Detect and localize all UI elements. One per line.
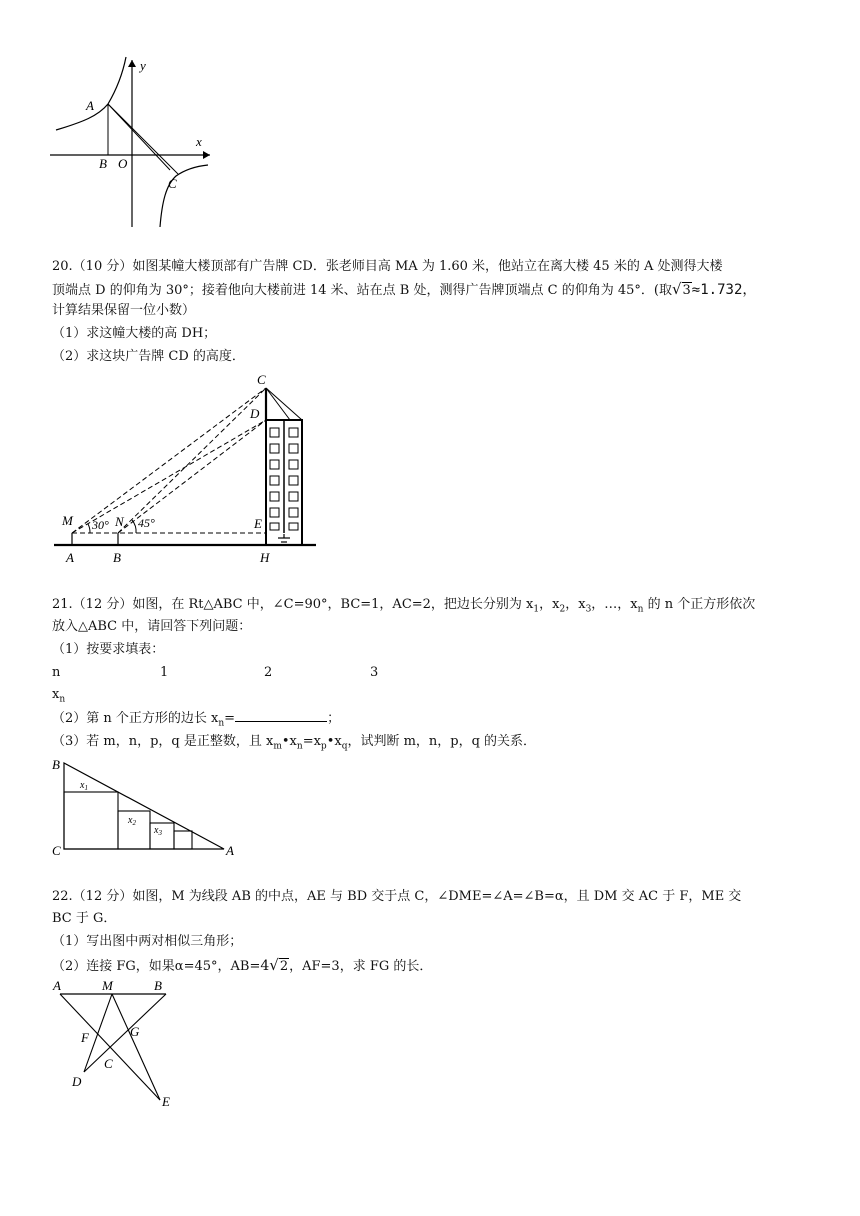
- sub: 2: [132, 819, 136, 827]
- label-A: A: [53, 978, 61, 993]
- q21-sub2-end: ；: [327, 711, 341, 726]
- label-D: D: [250, 406, 260, 421]
- label-C: C: [257, 372, 266, 387]
- star-figure: [48, 978, 188, 1108]
- angle-45: 45°: [138, 516, 155, 530]
- q22-sub2-text: （2）连接 FG，如果α=45°，AB=: [52, 959, 261, 974]
- triangle-squares-figure: [48, 755, 248, 860]
- q21-sub2-text: （2）第 n 个正方形的边长 x: [52, 711, 219, 726]
- label-x2: [127, 815, 136, 827]
- row-x-label: x: [52, 687, 60, 702]
- sqrt-icon: √: [671, 280, 682, 298]
- q20-line2: [52, 280, 756, 300]
- q20-sub2: （2）求这块广告牌 CD 的高度．: [52, 349, 245, 364]
- label-C: C: [168, 176, 177, 191]
- sub: 3: [585, 604, 592, 615]
- x: x: [154, 825, 159, 836]
- x: x: [80, 780, 85, 791]
- q22-line2: BC 于 G．: [52, 911, 117, 926]
- label-E: E: [254, 516, 262, 531]
- answer-blank[interactable]: [235, 711, 327, 722]
- label-C: C: [104, 1056, 113, 1071]
- label-B: B: [113, 550, 121, 565]
- sub: p: [320, 741, 327, 752]
- q22-sub1: （1）写出图中两对相似三角形；: [52, 934, 243, 949]
- q21-sub2: [52, 710, 340, 733]
- angle-30: 30°: [92, 518, 109, 532]
- sub: m: [273, 741, 282, 752]
- label-M: M: [102, 978, 113, 993]
- label-O: O: [118, 156, 128, 171]
- q20-line3: 计算结果保留一位小数）: [52, 303, 196, 318]
- q21-sub3: [52, 733, 536, 756]
- label-C: C: [52, 843, 61, 858]
- label-A: A: [66, 550, 74, 565]
- x: x: [128, 815, 133, 826]
- hyperbola-figure: [48, 52, 218, 232]
- q21-sub3-text: •x: [326, 734, 342, 749]
- sqrt-icon: √: [269, 956, 279, 974]
- q21-line1-text: ，x: [539, 597, 560, 612]
- sub: q: [341, 741, 348, 752]
- sub: n: [218, 718, 225, 729]
- q22-line1: 22.（12 分）如图，M 为线段 AB 的中点，AE 与 BD 交于点 C，∠DME=∠A=∠B=α，且 DM 交 AC 于 F，ME 交: [52, 889, 742, 904]
- q20-line2-text: 顶端点 D 的仰角为 30°；接着他向大楼前进 14 米、站在点 B 处，测得广告牌顶端点 C 的仰角为 45°．(取: [52, 283, 672, 298]
- q21-sub2-eq: =: [224, 711, 236, 726]
- q21-sub1: （1）按要求填表：: [52, 642, 165, 657]
- q21-sub3-text: ，试判断 m，n，p，q 的关系．: [347, 734, 537, 749]
- label-x3: [153, 825, 162, 837]
- sub: 2: [559, 604, 566, 615]
- q21-line1-text: 的 n 个正方形依次: [643, 597, 756, 612]
- fill-table-col-3: 3: [370, 665, 379, 680]
- label-B: B: [154, 978, 162, 993]
- sub: 3: [158, 829, 162, 837]
- label-B: B: [99, 156, 107, 171]
- sub: n: [637, 604, 644, 615]
- label-F: F: [81, 1030, 89, 1045]
- q22-sub2-text: ，AF=3，求 FG 的长．: [289, 959, 433, 974]
- coef: 4: [260, 958, 270, 974]
- q21-line2: 放入△ABC 中，请回答下列问题：: [52, 619, 252, 634]
- sqrt-radicand: 2: [279, 959, 289, 974]
- q21-line1-text: 21.（12 分）如图，在 Rt△ABC 中，∠C=90°，BC=1，AC=2，把边长分别为 x: [52, 597, 534, 612]
- q21-line1: [52, 596, 755, 619]
- sub: 1: [533, 604, 540, 615]
- fill-table-col-1: 1: [160, 665, 169, 680]
- label-B: B: [52, 757, 60, 772]
- approx-value: ≈1.732，: [691, 282, 757, 298]
- label-x: x: [196, 134, 202, 149]
- q21-sub3-text: =x: [302, 734, 321, 749]
- label-H: H: [260, 550, 270, 565]
- fill-table-col-2: 2: [264, 665, 273, 680]
- label-A: A: [86, 98, 94, 113]
- fill-table-header-n: n: [52, 665, 61, 680]
- q21-sub3-text: （3）若 m，n，p，q 是正整数，且 x: [52, 734, 274, 749]
- fill-table-row-x: [52, 686, 65, 709]
- label-A: A: [226, 843, 234, 858]
- q21-line1-text: ，x: [565, 597, 586, 612]
- label-M: M: [62, 513, 73, 528]
- q20-line1: 20.（10 分）如图某幢大楼顶部有广告牌 CD．张老师目高 MA 为 1.60 米，他站立在离大楼 45 米的 A 处测得大楼: [52, 259, 723, 274]
- q21-sub3-text: •x: [281, 734, 297, 749]
- sqrt-radicand: 3: [682, 283, 691, 298]
- q22-sub2: [52, 956, 432, 976]
- label-D: D: [72, 1074, 82, 1089]
- building-figure: [50, 368, 325, 568]
- q20-sub1: （1）求这幢大楼的高 DH；: [52, 326, 217, 341]
- label-y: y: [140, 58, 146, 73]
- q21-line1-text: ，…，x: [591, 597, 638, 612]
- label-E: E: [162, 1094, 170, 1108]
- sub: 1: [84, 784, 88, 792]
- label-x1: [79, 780, 88, 792]
- label-N: N: [115, 514, 124, 529]
- sub: n: [59, 694, 66, 705]
- sub: n: [296, 741, 303, 752]
- label-G: G: [130, 1024, 140, 1039]
